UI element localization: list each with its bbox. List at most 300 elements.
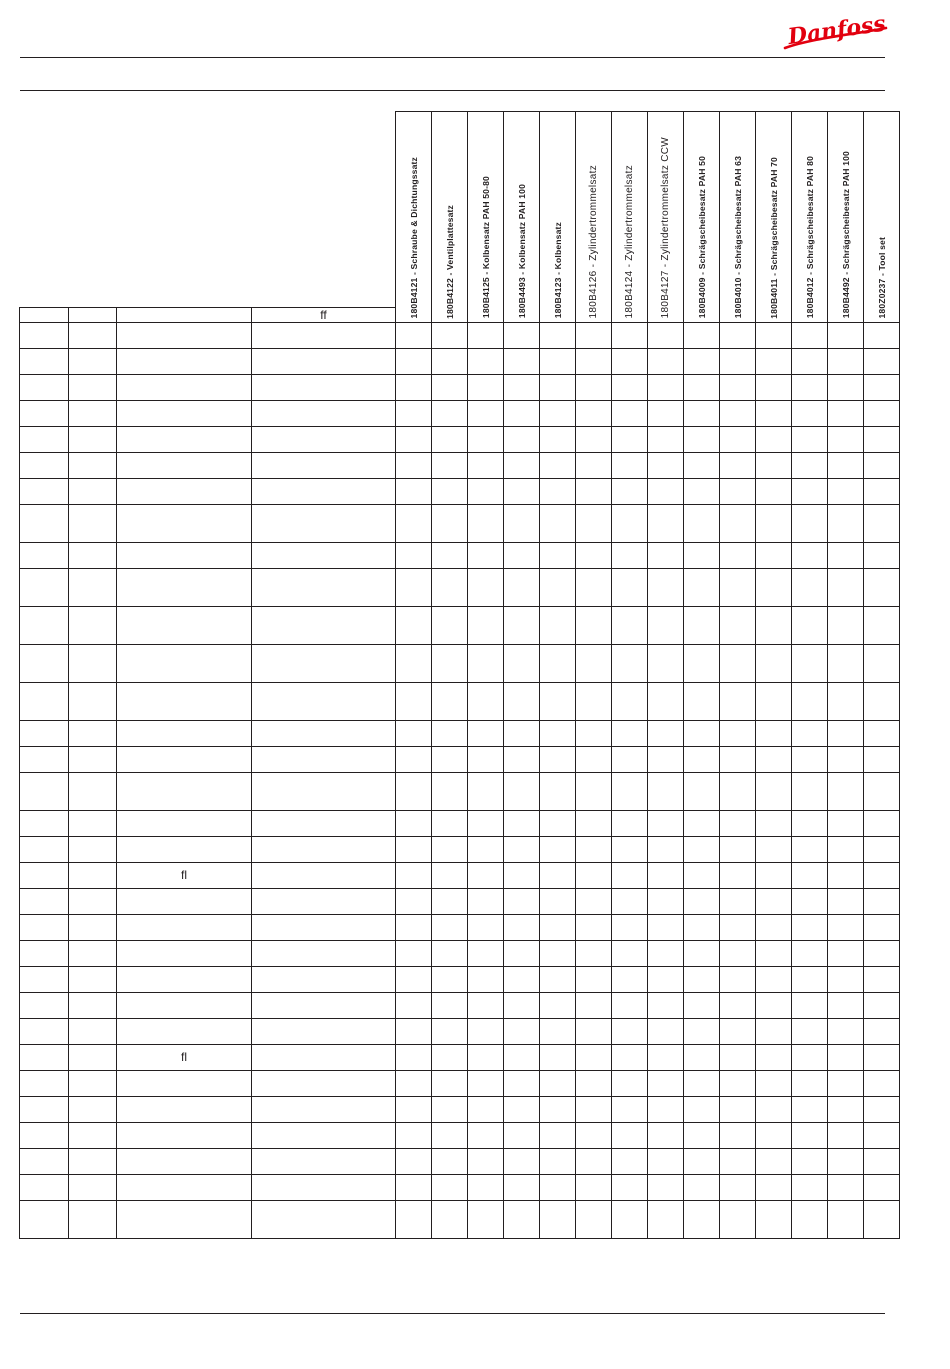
kit-cell	[612, 644, 648, 682]
table-cell	[117, 504, 252, 542]
table-row	[20, 1148, 900, 1174]
table-cell	[252, 720, 396, 746]
kit-cell	[792, 862, 828, 888]
kit-cell	[468, 348, 504, 374]
table-cell	[117, 568, 252, 606]
kit-cell	[756, 862, 792, 888]
table-cell	[69, 504, 117, 542]
kit-cell	[684, 746, 720, 772]
kit-cell	[468, 914, 504, 940]
kit-cell	[576, 1018, 612, 1044]
kit-cell	[792, 1070, 828, 1096]
kit-cell	[576, 1096, 612, 1122]
kit-cell	[864, 478, 900, 504]
kit-cell	[864, 772, 900, 810]
kit-cell	[720, 348, 756, 374]
kit-cell	[612, 746, 648, 772]
table-row	[20, 644, 900, 682]
table-cell	[252, 504, 396, 542]
table-cell	[117, 606, 252, 644]
kit-header-label: 180B4127 - Zylindertrommelsatz CCW	[660, 137, 671, 319]
kit-cell	[864, 1018, 900, 1044]
kit-cell	[612, 914, 648, 940]
kit-cell	[576, 568, 612, 606]
kit-cell	[828, 1174, 864, 1200]
kit-cell	[864, 322, 900, 348]
table-cell	[20, 966, 69, 992]
kit-cell	[792, 914, 828, 940]
table-cell	[117, 1148, 252, 1174]
kit-cell	[468, 1070, 504, 1096]
kit-cell	[576, 606, 612, 644]
kit-cell	[792, 644, 828, 682]
kit-cell	[504, 1200, 540, 1238]
kit-cell	[828, 1148, 864, 1174]
table-cell	[69, 914, 117, 940]
kit-cell	[828, 836, 864, 862]
kit-cell	[828, 772, 864, 810]
kit-header	[432, 112, 468, 323]
kit-cell	[432, 542, 468, 568]
kit-cell	[468, 1122, 504, 1148]
kit-cell	[396, 568, 432, 606]
kit-cell	[828, 644, 864, 682]
kit-cell	[612, 940, 648, 966]
kit-cell	[396, 992, 432, 1018]
kit-cell	[864, 348, 900, 374]
kit-cell	[720, 746, 756, 772]
kit-cell	[540, 400, 576, 426]
table-row	[20, 568, 900, 606]
table-cell	[69, 606, 117, 644]
kit-cell	[864, 746, 900, 772]
kit-cell	[612, 1174, 648, 1200]
table-cell	[117, 426, 252, 452]
kit-cell	[648, 1018, 684, 1044]
kit-cell	[648, 400, 684, 426]
kit-cell	[468, 1044, 504, 1070]
kit-cell	[504, 426, 540, 452]
kit-cell	[720, 504, 756, 542]
kit-cell	[756, 322, 792, 348]
kit-cell	[648, 1070, 684, 1096]
table-cell	[252, 682, 396, 720]
kit-cell	[432, 400, 468, 426]
kit-cell	[396, 644, 432, 682]
kit-cell	[432, 568, 468, 606]
kit-cell	[576, 888, 612, 914]
kit-header	[576, 112, 612, 323]
kit-cell	[720, 606, 756, 644]
kit-cell	[540, 772, 576, 810]
kit-cell	[540, 568, 576, 606]
kit-cell	[648, 348, 684, 374]
kit-cell	[396, 374, 432, 400]
kit-cell	[432, 1044, 468, 1070]
kit-cell	[468, 426, 504, 452]
kit-header-label: 180Z0237 - Tool set	[876, 237, 887, 319]
kit-cell	[684, 888, 720, 914]
kit-cell	[612, 1070, 648, 1096]
kit-cell	[684, 914, 720, 940]
kit-cell	[684, 720, 720, 746]
kit-cell	[792, 940, 828, 966]
table-cell	[69, 1070, 117, 1096]
kit-cell	[756, 452, 792, 478]
column-header: ff	[252, 307, 396, 322]
table-cell	[69, 1148, 117, 1174]
kit-cell	[468, 1018, 504, 1044]
kit-cell	[792, 810, 828, 836]
kit-cell	[576, 1200, 612, 1238]
kit-header-label: 180B4011 - Schrägscheibesatz PAH 70	[768, 156, 779, 319]
table-cell: fl	[117, 862, 252, 888]
table-cell	[252, 914, 396, 940]
kit-cell	[540, 746, 576, 772]
kit-cell	[756, 374, 792, 400]
kit-cell	[864, 682, 900, 720]
kit-cell	[864, 542, 900, 568]
table-row	[20, 348, 900, 374]
kit-cell	[612, 1148, 648, 1174]
kit-cell	[864, 888, 900, 914]
kit-cell	[432, 1122, 468, 1148]
table-cell	[117, 1096, 252, 1122]
table-cell	[20, 568, 69, 606]
kit-cell	[432, 1148, 468, 1174]
table-row	[20, 862, 900, 888]
table-cell	[252, 1018, 396, 1044]
table-row	[20, 400, 900, 426]
table-cell	[69, 1044, 117, 1070]
kit-cell	[396, 940, 432, 966]
kit-cell	[684, 1044, 720, 1070]
kit-header-label: 180B4121 - Schraube & Dichtungssatz	[408, 157, 419, 319]
kit-cell	[504, 542, 540, 568]
kit-cell	[468, 862, 504, 888]
svg-text:Danfoss: Danfoss	[786, 10, 888, 51]
kit-cell	[504, 1044, 540, 1070]
kit-cell	[612, 322, 648, 348]
kit-cell	[504, 682, 540, 720]
table-row	[20, 992, 900, 1018]
kit-cell	[864, 1096, 900, 1122]
table-row	[20, 836, 900, 862]
kit-cell	[756, 1096, 792, 1122]
kit-cell	[576, 322, 612, 348]
kit-cell	[792, 606, 828, 644]
kit-cell	[576, 992, 612, 1018]
kit-cell	[396, 542, 432, 568]
kit-cell	[432, 606, 468, 644]
kit-cell	[864, 426, 900, 452]
kit-cell	[648, 836, 684, 862]
table-cell	[20, 746, 69, 772]
table-cell	[252, 606, 396, 644]
kit-cell	[756, 542, 792, 568]
table-cell	[252, 836, 396, 862]
kit-cell	[756, 348, 792, 374]
kit-cell	[468, 542, 504, 568]
kit-cell	[720, 810, 756, 836]
kit-cell	[432, 966, 468, 992]
kit-cell	[504, 940, 540, 966]
column-header	[69, 307, 117, 322]
kit-cell	[432, 426, 468, 452]
kit-cell	[792, 992, 828, 1018]
kit-cell	[396, 1044, 432, 1070]
kit-cell	[396, 810, 432, 836]
table-cell	[252, 1070, 396, 1096]
kit-cell	[864, 568, 900, 606]
kit-cell	[792, 1174, 828, 1200]
kit-cell	[828, 992, 864, 1018]
kit-cell	[540, 992, 576, 1018]
kit-cell	[684, 1122, 720, 1148]
table-cell	[20, 1148, 69, 1174]
kit-cell	[756, 1148, 792, 1174]
table-cell	[20, 836, 69, 862]
kit-cell	[684, 542, 720, 568]
kit-cell	[612, 1096, 648, 1122]
kit-cell	[684, 606, 720, 644]
kit-cell	[504, 914, 540, 940]
kit-cell	[648, 322, 684, 348]
kit-cell	[684, 568, 720, 606]
kit-cell	[864, 452, 900, 478]
table-cell	[69, 452, 117, 478]
table-cell	[69, 374, 117, 400]
kit-cell	[648, 1148, 684, 1174]
table-row	[20, 1200, 900, 1238]
kit-cell	[648, 374, 684, 400]
kit-cell	[864, 720, 900, 746]
kit-cell	[612, 1200, 648, 1238]
kit-cell	[828, 542, 864, 568]
kit-cell	[756, 914, 792, 940]
kit-cell	[396, 348, 432, 374]
table-cell	[117, 940, 252, 966]
kit-cell	[684, 810, 720, 836]
kit-header	[792, 112, 828, 323]
kit-cell	[828, 862, 864, 888]
kit-cell	[576, 374, 612, 400]
kit-cell	[720, 568, 756, 606]
kit-cell	[432, 1018, 468, 1044]
kit-cell	[756, 772, 792, 810]
kit-cell	[540, 1200, 576, 1238]
kit-cell	[648, 1200, 684, 1238]
kit-cell	[432, 836, 468, 862]
kit-cell	[684, 452, 720, 478]
table-cell	[117, 478, 252, 504]
kit-cell	[540, 914, 576, 940]
kit-cell	[540, 1070, 576, 1096]
table-cell	[117, 1200, 252, 1238]
danfoss-logo	[782, 8, 888, 52]
kit-header-label: 180B4122 - Ventilplattesatz	[444, 204, 455, 319]
table-cell	[117, 542, 252, 568]
kit-cell	[792, 1200, 828, 1238]
kit-cell	[432, 1070, 468, 1096]
table-cell	[252, 568, 396, 606]
kit-cell	[792, 478, 828, 504]
kit-cell	[432, 452, 468, 478]
kit-cell	[828, 682, 864, 720]
kit-cell	[648, 940, 684, 966]
table-row	[20, 1070, 900, 1096]
kit-cell	[828, 478, 864, 504]
kit-cell	[864, 1200, 900, 1238]
kit-cell	[756, 992, 792, 1018]
kit-header-label: 180B4012 - Schrägscheibesatz PAH 80	[804, 156, 815, 319]
table-cell	[20, 1044, 69, 1070]
kit-cell	[648, 1174, 684, 1200]
table-cell	[20, 1200, 69, 1238]
kit-cell	[720, 478, 756, 504]
table-cell	[20, 400, 69, 426]
kit-cell	[432, 374, 468, 400]
kit-cell	[432, 644, 468, 682]
table-row	[20, 542, 900, 568]
kit-cell	[468, 1148, 504, 1174]
table-cell	[252, 322, 396, 348]
kit-cell	[828, 1044, 864, 1070]
kit-cell	[576, 682, 612, 720]
kit-cell	[468, 606, 504, 644]
kit-cell	[720, 772, 756, 810]
kit-cell	[648, 862, 684, 888]
header-rule-bottom	[20, 90, 885, 91]
table-cell	[20, 478, 69, 504]
kit-cell	[612, 478, 648, 504]
kit-cell	[612, 772, 648, 810]
table-cell	[20, 426, 69, 452]
kit-cell	[792, 568, 828, 606]
kit-cell	[468, 504, 504, 542]
table-row	[20, 746, 900, 772]
kit-cell	[504, 478, 540, 504]
kit-cell	[612, 568, 648, 606]
kit-header	[396, 112, 432, 323]
kit-cell	[864, 940, 900, 966]
table-cell	[20, 1070, 69, 1096]
table-cell	[252, 1148, 396, 1174]
kit-cell	[864, 504, 900, 542]
kit-header-label: 180B4124 - Zylindertrommelsatz	[624, 164, 635, 319]
kit-cell	[756, 746, 792, 772]
kit-cell	[612, 374, 648, 400]
kit-cell	[576, 836, 612, 862]
kit-cell	[504, 568, 540, 606]
kit-cell	[828, 400, 864, 426]
kit-cell	[576, 746, 612, 772]
kit-cell	[756, 682, 792, 720]
kit-cell	[540, 940, 576, 966]
table-cell	[69, 568, 117, 606]
column-header	[20, 307, 69, 322]
kit-cell	[504, 746, 540, 772]
kit-cell	[432, 322, 468, 348]
kit-cell	[396, 606, 432, 644]
table-row	[20, 1174, 900, 1200]
kit-cell	[432, 862, 468, 888]
table-cell	[252, 644, 396, 682]
kit-header-label: 180B4492 - Schrägscheibesatz PAH 100	[840, 151, 851, 319]
kit-cell	[792, 400, 828, 426]
kit-cell	[432, 746, 468, 772]
kit-cell	[468, 1174, 504, 1200]
kit-cell	[756, 966, 792, 992]
kit-cell	[720, 862, 756, 888]
kit-cell	[396, 478, 432, 504]
kit-cell	[828, 810, 864, 836]
kit-header-row	[20, 112, 900, 308]
kit-cell	[432, 682, 468, 720]
kit-cell	[612, 400, 648, 426]
table-cell	[69, 810, 117, 836]
kit-cell	[540, 348, 576, 374]
kit-cell	[684, 478, 720, 504]
kit-header	[468, 112, 504, 323]
table-cell	[117, 1122, 252, 1148]
kit-cell	[792, 1122, 828, 1148]
kit-cell	[504, 1174, 540, 1200]
kit-cell	[756, 940, 792, 966]
table-cell	[69, 940, 117, 966]
kit-cell	[684, 1070, 720, 1096]
table-cell	[69, 966, 117, 992]
table-body	[20, 322, 900, 1238]
table-cell	[117, 888, 252, 914]
kit-cell	[468, 478, 504, 504]
kit-cell	[540, 966, 576, 992]
kit-cell	[648, 772, 684, 810]
kit-cell	[576, 504, 612, 542]
kit-cell	[396, 682, 432, 720]
kit-header-label: 180B4009 - Schrägscheibesatz PAH 50	[696, 156, 707, 319]
kit-cell	[720, 1200, 756, 1238]
kit-cell	[684, 836, 720, 862]
kit-cell	[756, 504, 792, 542]
kit-cell	[756, 1122, 792, 1148]
kit-cell	[612, 862, 648, 888]
kit-cell	[792, 888, 828, 914]
table-cell	[69, 1122, 117, 1148]
kit-cell	[540, 1018, 576, 1044]
kit-cell	[756, 1200, 792, 1238]
kit-cell	[612, 1018, 648, 1044]
kit-cell	[684, 1018, 720, 1044]
kit-cell	[864, 400, 900, 426]
kit-cell	[648, 1122, 684, 1148]
table-row	[20, 914, 900, 940]
kit-cell	[828, 914, 864, 940]
table-cell	[252, 862, 396, 888]
kit-cell	[648, 1096, 684, 1122]
kit-header	[756, 112, 792, 323]
kit-cell	[612, 966, 648, 992]
kit-cell	[468, 940, 504, 966]
kit-cell	[648, 426, 684, 452]
table-cell	[69, 720, 117, 746]
kit-cell	[576, 810, 612, 836]
table-cell	[20, 682, 69, 720]
kit-cell	[792, 348, 828, 374]
kit-cell	[468, 1096, 504, 1122]
kit-cell	[684, 1200, 720, 1238]
table-row	[20, 504, 900, 542]
